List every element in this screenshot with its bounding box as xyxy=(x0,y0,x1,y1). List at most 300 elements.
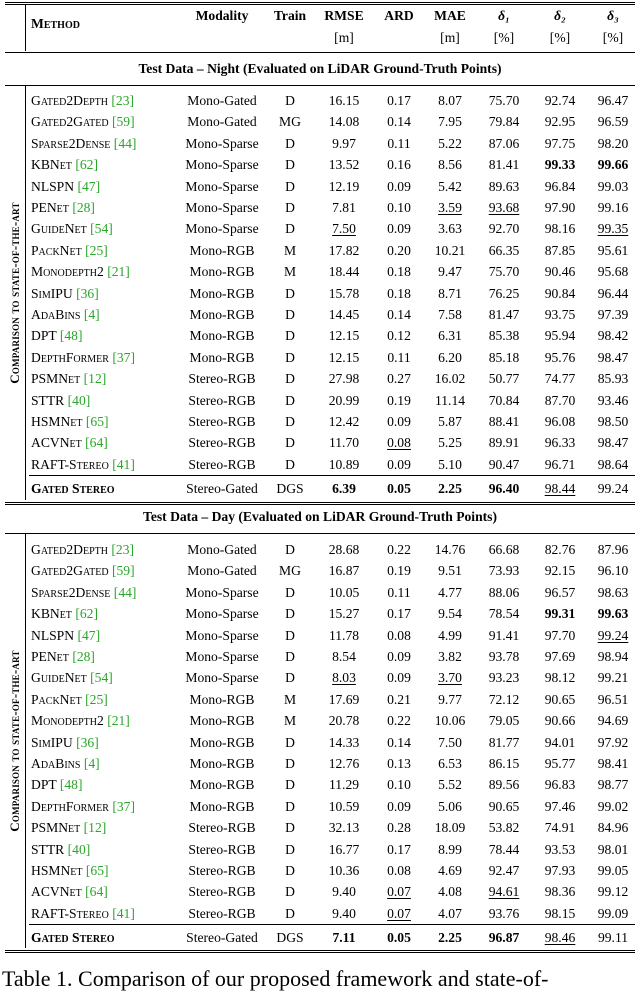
method-name: HSMNet xyxy=(31,863,83,878)
d1-cell: 66.35 xyxy=(488,242,520,258)
citation-link[interactable]: [36] xyxy=(76,285,99,301)
rmse-cell: 12.15 xyxy=(328,328,360,344)
modality-cell: Mono-Sparse xyxy=(185,135,259,151)
method-name-cell xyxy=(31,753,100,774)
mae-cell: 2.25 xyxy=(438,481,462,497)
citation-link[interactable]: [28] xyxy=(72,200,95,215)
d1-cell: 76.25 xyxy=(488,285,520,301)
ard-cell: 0.09 xyxy=(387,649,411,664)
table-row xyxy=(5,478,635,499)
mae-cell: 8.56 xyxy=(438,157,462,173)
rmse-cell: 17.82 xyxy=(328,242,360,258)
mae-cell: 6.31 xyxy=(438,328,462,344)
d2-cell: 92.15 xyxy=(544,563,576,579)
train-cell: D xyxy=(285,863,295,878)
ard-cell: 0.22 xyxy=(387,542,411,557)
ard-cell: 0.28 xyxy=(387,820,411,836)
citation-link[interactable]: [12] xyxy=(83,820,107,836)
section-title-day: Test Data – Day (Evaluated on LiDAR Ground-Truth Points) xyxy=(143,509,497,524)
mae-cell: 5.06 xyxy=(438,798,462,814)
citation-link[interactable]: [62] xyxy=(75,606,98,622)
d2-cell: 96.08 xyxy=(544,414,576,429)
citation-link[interactable]: [64] xyxy=(85,435,108,451)
method-name: Monodepth2 xyxy=(31,264,104,280)
d2-cell: 97.69 xyxy=(544,649,576,664)
header-delta2: δ₂ xyxy=(554,8,566,23)
method-name: DPT xyxy=(31,328,57,344)
train-cell: D xyxy=(285,285,295,301)
train-cell: D xyxy=(285,798,295,814)
method-name: Gated2Gated xyxy=(31,563,109,579)
modality-cell: Stereo-RGB xyxy=(188,884,256,900)
bottom-rule-2 xyxy=(5,952,635,953)
rmse-cell: 14.08 xyxy=(328,114,360,130)
rmse-cell: 11.70 xyxy=(328,435,360,451)
mae-cell: 4.69 xyxy=(438,863,462,878)
method-name: RAFT-Stereo xyxy=(31,905,109,921)
rmse-cell: 20.99 xyxy=(328,392,360,408)
mae-cell: 5.10 xyxy=(438,456,462,472)
method-name-cell xyxy=(31,732,99,753)
rmse-cell: 20.78 xyxy=(328,713,360,729)
mae-cell: 7.50 xyxy=(438,734,462,750)
modality-cell: Mono-Sparse xyxy=(185,649,259,664)
rmse-cell: 7.11 xyxy=(332,930,356,946)
d1-cell: 96.87 xyxy=(488,930,520,946)
table-row xyxy=(5,133,635,154)
mae-cell: 5.22 xyxy=(438,135,462,151)
mae-cell: 9.47 xyxy=(438,264,462,280)
d3-cell: 98.50 xyxy=(597,414,629,429)
header-side-rule xyxy=(5,5,26,51)
citation-link[interactable]: [37] xyxy=(112,349,136,365)
train-cell: MG xyxy=(279,114,301,130)
d2-cell: 90.65 xyxy=(544,691,576,707)
d3-cell: 99.02 xyxy=(597,798,629,814)
table-row xyxy=(5,732,635,753)
table-row xyxy=(5,304,635,325)
d3-cell: 99.66 xyxy=(597,157,629,173)
citation-link[interactable]: [62] xyxy=(75,157,98,173)
modality-cell: Stereo-RGB xyxy=(188,456,256,472)
ard-cell: 0.17 xyxy=(387,93,411,108)
method-name: AdaBins xyxy=(31,307,81,322)
top-rule-2 xyxy=(5,4,635,5)
method-name-cell xyxy=(31,347,135,368)
method-name-cell xyxy=(31,881,108,902)
modality-cell: Mono-RGB xyxy=(189,285,255,301)
ard-cell: 0.21 xyxy=(387,691,411,707)
rmse-cell: 12.42 xyxy=(328,414,360,429)
train-cell: D xyxy=(285,584,295,600)
d2-cell: 99.31 xyxy=(544,606,576,622)
method-name-cell xyxy=(31,154,98,175)
method-name: Gated2Depth xyxy=(31,542,108,557)
train-cell: DGS xyxy=(276,930,304,946)
citation-link[interactable]: [44] xyxy=(113,584,137,600)
train-cell: D xyxy=(285,627,295,643)
method-name-cell xyxy=(31,582,136,603)
mae-cell: 6.53 xyxy=(438,756,462,771)
table-row xyxy=(5,903,635,924)
rmse-cell: 9.40 xyxy=(332,905,356,921)
d1-cell: 89.91 xyxy=(488,435,520,451)
method-name-cell xyxy=(31,625,100,646)
d1-cell: 78.44 xyxy=(488,841,520,857)
citation-link[interactable]: [54] xyxy=(90,670,113,686)
table-row xyxy=(5,753,635,774)
ard-cell: 0.09 xyxy=(387,414,411,429)
table-row xyxy=(5,774,635,795)
d3-cell: 99.35 xyxy=(597,221,629,237)
header-ard: ARD xyxy=(384,8,414,23)
d2-cell: 98.16 xyxy=(544,221,576,237)
table-row xyxy=(5,646,635,667)
rmse-cell: 11.29 xyxy=(328,777,360,793)
rmse-cell: 27.98 xyxy=(328,371,360,387)
table-row xyxy=(5,261,635,282)
rmse-cell: 12.15 xyxy=(328,349,360,365)
citation-link[interactable]: [4] xyxy=(83,307,100,322)
ard-cell: 0.19 xyxy=(387,563,411,579)
method-name-cell xyxy=(31,478,115,499)
modality-cell: Mono-RGB xyxy=(189,798,255,814)
table-row xyxy=(5,432,635,453)
citation-link[interactable]: [25] xyxy=(85,242,108,258)
mae-cell: 8.71 xyxy=(438,285,462,301)
ard-cell: 0.20 xyxy=(387,242,411,258)
modality-cell: Stereo-RGB xyxy=(188,905,256,921)
rmse-cell: 8.54 xyxy=(332,649,356,664)
citation-link[interactable]: [28] xyxy=(72,649,95,664)
method-name: NLSPN xyxy=(31,178,75,194)
method-name: AdaBins xyxy=(31,756,81,771)
header-delta1: δ₁ xyxy=(498,8,510,23)
citation-link[interactable]: [41] xyxy=(112,456,135,472)
ard-cell: 0.10 xyxy=(387,777,411,793)
rmse-cell: 7.50 xyxy=(332,221,356,237)
modality-cell: Mono-Gated xyxy=(187,93,257,108)
train-cell: M xyxy=(283,713,297,729)
method-name-cell xyxy=(31,817,106,838)
d2-cell: 98.44 xyxy=(544,481,576,497)
table-row xyxy=(5,582,635,603)
d2-cell: 87.85 xyxy=(544,242,576,258)
method-name-cell xyxy=(31,111,135,132)
train-cell: MG xyxy=(279,563,301,579)
ard-cell: 0.08 xyxy=(387,863,411,878)
modality-cell: Mono-Gated xyxy=(187,542,257,557)
method-name-cell xyxy=(31,432,108,453)
d2-cell: 90.84 xyxy=(544,285,576,301)
modality-cell: Mono-RGB xyxy=(189,328,255,344)
mae-cell: 5.25 xyxy=(438,435,462,451)
method-name: Gated2Gated xyxy=(31,114,109,130)
train-cell: D xyxy=(285,456,295,472)
citation-link[interactable]: [41] xyxy=(112,905,135,921)
method-name: HSMNet xyxy=(31,414,83,429)
d3-cell: 97.92 xyxy=(597,734,629,750)
citation-link[interactable]: [25] xyxy=(85,691,108,707)
rmse-cell: 11.78 xyxy=(328,627,360,643)
method-name: PENet xyxy=(31,649,69,664)
method-name: SimIPU xyxy=(31,285,73,301)
section-rule-night xyxy=(5,85,635,86)
d1-cell: 78.54 xyxy=(488,606,520,622)
mae-cell: 9.54 xyxy=(438,606,462,622)
table-row xyxy=(5,390,635,411)
d1-cell: 88.41 xyxy=(488,414,520,429)
citation-link[interactable]: [40] xyxy=(67,392,91,408)
ard-cell: 0.09 xyxy=(387,178,411,194)
d1-cell: 96.40 xyxy=(488,481,520,497)
mae-cell: 10.21 xyxy=(434,242,466,258)
table-row xyxy=(5,603,635,624)
method-name: Gated Stereo xyxy=(31,481,115,497)
rmse-cell: 15.78 xyxy=(328,285,360,301)
citation-link[interactable]: [23] xyxy=(111,542,135,557)
top-rule xyxy=(5,2,635,3)
modality-cell: Stereo-RGB xyxy=(188,392,256,408)
citation-link[interactable]: [12] xyxy=(83,371,107,387)
rmse-cell: 14.33 xyxy=(328,734,360,750)
method-name-cell xyxy=(31,176,100,197)
d3-cell: 85.93 xyxy=(597,371,629,387)
ard-cell: 0.14 xyxy=(387,734,411,750)
ard-cell: 0.17 xyxy=(387,606,411,622)
side-label-night: Comparison to state-of-the-art xyxy=(7,202,22,384)
citation-link[interactable]: [64] xyxy=(85,884,108,900)
modality-cell: Mono-RGB xyxy=(189,264,255,280)
method-name-cell xyxy=(31,903,135,924)
table-row xyxy=(5,197,635,218)
d1-cell: 50.77 xyxy=(488,371,520,387)
mae-cell: 3.70 xyxy=(438,670,462,686)
unit-delta3: [%] xyxy=(602,30,624,45)
d3-cell: 99.12 xyxy=(597,884,629,900)
method-name: DPT xyxy=(31,777,57,793)
method-name: Sparse2Dense xyxy=(31,584,111,600)
rmse-cell: 16.15 xyxy=(328,93,360,108)
train-cell: D xyxy=(285,135,295,151)
modality-cell: Stereo-RGB xyxy=(188,414,256,429)
d2-cell: 90.66 xyxy=(544,713,576,729)
d3-cell: 84.96 xyxy=(597,820,629,836)
ard-cell: 0.11 xyxy=(387,349,411,365)
d2-cell: 95.76 xyxy=(544,349,576,365)
d2-cell: 98.46 xyxy=(544,930,576,946)
citation-link[interactable]: [59] xyxy=(111,563,135,579)
header-modality: Modality xyxy=(195,8,249,23)
mae-cell: 5.52 xyxy=(438,777,462,793)
mae-cell: 4.08 xyxy=(438,884,462,900)
train-cell: D xyxy=(285,649,295,664)
d3-cell: 98.63 xyxy=(597,584,629,600)
citation-link[interactable]: [4] xyxy=(83,756,100,771)
citation-link[interactable]: [21] xyxy=(107,713,130,729)
d1-cell: 90.65 xyxy=(488,798,520,814)
table-row xyxy=(5,454,635,475)
d3-cell: 96.59 xyxy=(597,114,629,130)
d3-cell: 99.09 xyxy=(597,905,629,921)
mae-cell: 4.99 xyxy=(438,627,462,643)
ard-cell: 0.05 xyxy=(387,481,411,497)
method-name: RAFT-Stereo xyxy=(31,456,109,472)
d1-cell: 66.68 xyxy=(488,542,520,557)
mae-cell: 2.25 xyxy=(438,930,462,946)
section-rule-day xyxy=(5,533,635,534)
method-name-cell xyxy=(31,133,136,154)
d1-cell: 81.47 xyxy=(488,307,520,322)
citation-link[interactable]: [36] xyxy=(76,734,99,750)
method-name: Sparse2Dense xyxy=(31,135,111,151)
ard-cell: 0.11 xyxy=(387,584,411,600)
d1-cell: 91.41 xyxy=(488,627,520,643)
table-row xyxy=(5,881,635,902)
d2-cell: 97.70 xyxy=(544,627,576,643)
d1-cell: 81.41 xyxy=(488,157,520,173)
modality-cell: Mono-Sparse xyxy=(185,178,259,194)
citation-link[interactable]: [40] xyxy=(67,841,91,857)
citation-link[interactable]: [47] xyxy=(77,627,101,643)
method-name-cell xyxy=(31,304,100,325)
train-cell: D xyxy=(285,841,295,857)
unit-rmse: [m] xyxy=(334,30,354,45)
mae-cell: 3.82 xyxy=(438,649,462,664)
modality-cell: Stereo-RGB xyxy=(188,371,256,387)
d1-cell: 93.76 xyxy=(488,905,520,921)
rmse-cell: 12.19 xyxy=(328,178,360,194)
citation-link[interactable]: [65] xyxy=(85,414,109,429)
d3-cell: 93.46 xyxy=(597,392,629,408)
header-mae: MAE xyxy=(434,8,466,23)
citation-link[interactable]: [54] xyxy=(90,221,113,237)
method-name: GuideNet xyxy=(31,670,87,686)
rmse-cell: 9.40 xyxy=(332,884,356,900)
modality-cell: Stereo-Gated xyxy=(186,481,258,497)
table-caption: Table 1. Comparison of our proposed framework and state-of- xyxy=(2,966,549,991)
table-row xyxy=(5,689,635,710)
modality-cell: Mono-Sparse xyxy=(185,584,259,600)
citation-link[interactable]: [65] xyxy=(85,863,109,878)
method-name: PSMNet xyxy=(31,820,81,836)
ard-cell: 0.16 xyxy=(387,157,411,173)
modality-cell: Mono-Sparse xyxy=(185,157,259,173)
rmse-cell: 13.52 xyxy=(328,157,360,173)
ard-cell: 0.18 xyxy=(387,264,411,280)
d2-cell: 96.71 xyxy=(544,456,576,472)
citation-link[interactable]: [48] xyxy=(59,777,83,793)
d2-cell: 92.95 xyxy=(544,114,576,130)
unit-delta2: [%] xyxy=(549,30,571,45)
modality-cell: Mono-Sparse xyxy=(185,606,259,622)
train-cell: D xyxy=(285,606,295,622)
d1-cell: 75.70 xyxy=(488,93,520,108)
citation-link[interactable]: [59] xyxy=(111,114,135,130)
mae-cell: 9.51 xyxy=(438,563,462,579)
table-row xyxy=(5,111,635,132)
d2-cell: 93.53 xyxy=(544,841,576,857)
method-name-cell xyxy=(31,454,135,475)
train-cell: D xyxy=(285,371,295,387)
side-label-day: Comparison to state-of-the-art xyxy=(7,650,22,832)
table-row xyxy=(5,817,635,838)
method-name: PackNet xyxy=(31,691,82,707)
header-rmse: RMSE xyxy=(324,8,364,23)
train-cell: D xyxy=(285,670,295,686)
mae-cell: 7.95 xyxy=(438,114,462,130)
citation-link[interactable]: [23] xyxy=(111,93,135,108)
ard-cell: 0.05 xyxy=(387,930,411,946)
method-name-cell xyxy=(31,710,130,731)
mae-cell: 16.02 xyxy=(434,371,466,387)
method-name-cell xyxy=(31,839,90,860)
table-row xyxy=(5,325,635,346)
train-cell: D xyxy=(285,756,295,771)
method-name: PSMNet xyxy=(31,371,81,387)
mae-cell: 5.87 xyxy=(438,414,462,429)
table-row xyxy=(5,539,635,560)
modality-cell: Mono-RGB xyxy=(189,242,255,258)
citation-link[interactable]: [37] xyxy=(112,798,136,814)
citation-link[interactable]: [21] xyxy=(107,264,130,280)
citation-link[interactable]: [48] xyxy=(59,328,83,344)
citation-link[interactable]: [47] xyxy=(77,178,101,194)
d2-cell: 90.46 xyxy=(544,264,576,280)
d3-cell: 98.42 xyxy=(597,328,629,344)
d2-cell: 96.83 xyxy=(544,777,576,793)
ard-cell: 0.13 xyxy=(387,756,411,771)
table-row xyxy=(5,154,635,175)
d1-cell: 92.70 xyxy=(488,221,520,237)
ard-cell: 0.14 xyxy=(387,307,411,322)
mid-rule xyxy=(5,502,635,503)
method-name-cell xyxy=(31,560,135,581)
method-name-cell xyxy=(31,411,109,432)
method-name-cell xyxy=(31,860,109,881)
modality-cell: Mono-RGB xyxy=(189,349,255,365)
rmse-cell: 9.97 xyxy=(332,135,356,151)
d1-cell: 89.63 xyxy=(488,178,520,194)
header-delta3: δ₃ xyxy=(607,8,619,23)
mae-cell: 18.09 xyxy=(434,820,466,836)
rmse-cell: 12.76 xyxy=(328,756,360,771)
d2-cell: 96.33 xyxy=(544,435,576,451)
method-name-cell xyxy=(31,197,95,218)
d3-cell: 99.21 xyxy=(597,670,629,686)
d1-cell: 75.70 xyxy=(488,264,520,280)
method-name-cell xyxy=(31,646,95,667)
d3-cell: 98.94 xyxy=(597,649,629,664)
train-cell: M xyxy=(283,691,297,707)
d1-cell: 87.06 xyxy=(488,135,520,151)
d3-cell: 98.01 xyxy=(597,841,629,857)
d3-cell: 98.77 xyxy=(597,777,629,793)
method-name: PackNet xyxy=(31,242,82,258)
d3-cell: 96.44 xyxy=(597,285,629,301)
d1-cell: 92.47 xyxy=(488,863,520,878)
d3-cell: 98.41 xyxy=(597,756,629,771)
method-name-cell xyxy=(31,667,113,688)
mae-cell: 8.99 xyxy=(438,841,462,857)
modality-cell: Stereo-RGB xyxy=(188,435,256,451)
d3-cell: 96.10 xyxy=(597,563,629,579)
table-row xyxy=(5,218,635,239)
ard-cell: 0.09 xyxy=(387,221,411,237)
citation-link[interactable]: [44] xyxy=(113,135,137,151)
table-row xyxy=(5,176,635,197)
rmse-cell: 10.59 xyxy=(328,798,360,814)
